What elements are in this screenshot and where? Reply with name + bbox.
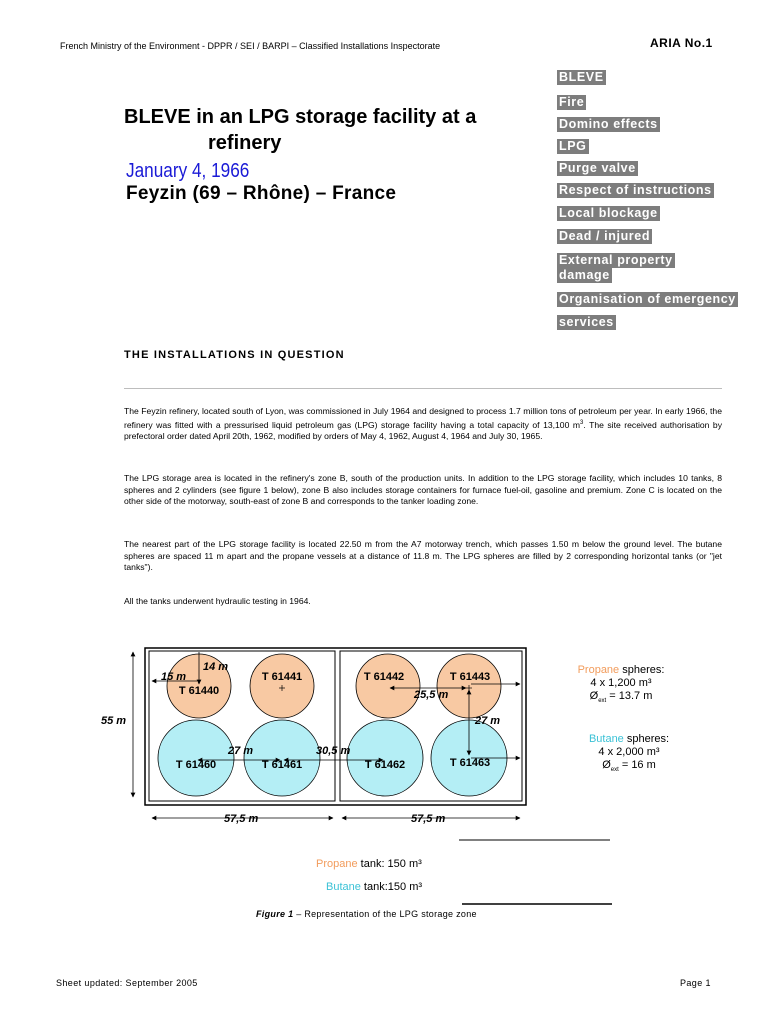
- legend-butane-suffix: spheres:: [623, 733, 670, 745]
- keyword-dead-injured: Dead / injured: [559, 229, 651, 243]
- label-width-left: 57,5 m: [224, 813, 259, 825]
- label-t61442: T 61442: [363, 671, 405, 683]
- keyword-lpg: LPG: [559, 139, 587, 153]
- keyword-purge-valve: Purge valve: [559, 161, 636, 175]
- label-t61462: T 61462: [364, 759, 406, 771]
- header-aria-number: ARIA No.1: [650, 36, 713, 50]
- legend-propane-tank-name: Propane: [316, 858, 358, 870]
- title-line-1: BLEVE in an LPG storage facility at a: [124, 106, 477, 128]
- label-t61463: T 61463: [449, 757, 491, 769]
- keyword-domino-effects: Domino effects: [559, 117, 658, 131]
- legend-butane-name: Butane: [588, 733, 624, 745]
- diameter-symbol: Ø: [602, 759, 611, 771]
- sphere-t61462: [347, 720, 423, 796]
- label-15m: 15 m: [161, 671, 187, 683]
- legend-propane-tank-capacity: tank: 150 m³: [357, 858, 422, 870]
- paragraph-4: All the tanks underwent hydraulic testing in 1964.: [124, 596, 311, 606]
- section-title: THE INSTALLATIONS IN QUESTION: [124, 349, 345, 361]
- label-t61441: T 61441: [261, 671, 303, 683]
- label-height-55m: 55 m: [101, 715, 127, 727]
- legend-propane: [556, 664, 686, 708]
- label-width-right: 57,5 m: [411, 813, 446, 825]
- keyword-bleve: BLEVE: [559, 70, 604, 84]
- label-27m-vertical: 27 m: [475, 715, 501, 727]
- keyword-respect-of-instructions: Respect of instructions: [559, 183, 712, 197]
- paragraph-1-sup: 3: [580, 419, 584, 426]
- title-line-2: refinery: [208, 132, 282, 154]
- keyword-local-blockage: Local blockage: [559, 206, 658, 220]
- keyword-damage: damage: [559, 268, 610, 282]
- figure-caption: [256, 909, 477, 919]
- sphere-t61442: [356, 654, 420, 718]
- paragraph-1-text-a: The Feyzin refinery, located south of Lyon, was commissioned in July 1964 and designed to process 1.7 million tons of petroleum per year. In early 1966, the refinery was fitted with a pressurised liquid petroleum gas (LPG) storage facility having a total capacity of 13,100 m: [124, 406, 722, 430]
- legend-butane-capacity: 4 x 2,000 m³: [598, 746, 660, 758]
- sphere-t61461: [244, 720, 320, 796]
- keyword-organisation-of-emergency: Organisation of emergency: [559, 292, 736, 306]
- figure-caption-label: Figure 1: [256, 909, 294, 919]
- paragraph-2: The LPG storage area is located in the refinery's zone B, south of the production units. In addition to the LPG storage facility, which includes 10 tanks, 8 spheres and 2 cylinders (see figure 1 below), zone B also includes storage containers for furnace fuel-oil, gasoline and premium. Zone C is located on the other side of the motorway, south-east of zone B and corresponds to the tanker loading zone.: [124, 473, 722, 507]
- event-date: January 4, 1966: [126, 160, 250, 182]
- paragraph-1-text-b: . The site received authorisation by prefectoral order dated April 20th, 1962, modified by orders of May 4, 1962, August 4, 1964 and July 30, 1965.: [124, 419, 723, 442]
- label-27m-horizontal: 27 m: [228, 745, 254, 757]
- legend-butane-tank-capacity: tank:150 m³: [360, 881, 423, 893]
- label-14m: 14 m: [203, 661, 229, 673]
- sphere-t61460: [158, 720, 234, 796]
- legend-propane-tank: [316, 858, 422, 870]
- legend-butane: [564, 733, 694, 777]
- legend-butane-tank: [326, 881, 422, 893]
- figure-caption-text: – Representation of the LPG storage zone: [293, 909, 477, 919]
- label-30m: 30,5 m: [316, 745, 351, 757]
- label-t61461: T 61461: [261, 759, 303, 771]
- label-25m: 25,5 m: [414, 689, 449, 701]
- keyword-fire: Fire: [559, 95, 585, 109]
- diameter-symbol: Ø: [589, 690, 599, 702]
- diameter-value: = 16 m: [618, 759, 656, 771]
- diameter-value: = 13.7 m: [606, 690, 653, 702]
- legend-butane-diameter: [564, 759, 694, 777]
- legend-propane-capacity: 4 x 1,200 m³: [590, 677, 652, 689]
- event-place: Feyzin (69 – Rhône) – France: [126, 183, 397, 204]
- legend-propane-diameter: [556, 690, 686, 708]
- label-t61440: T 61440: [178, 685, 220, 697]
- footer-page-number: Page 1: [680, 978, 711, 988]
- legend-butane-tank-name: Butane: [326, 881, 361, 893]
- diameter-sub: ext: [598, 698, 607, 705]
- legend-propane-suffix: spheres:: [619, 664, 665, 676]
- label-t61460: T 61460: [175, 759, 217, 771]
- legend-propane-name: Propane: [577, 664, 620, 676]
- footer-sheet-updated: Sheet updated: September 2005: [56, 978, 198, 988]
- label-t61443: T 61443: [449, 671, 491, 683]
- diameter-sub: ext: [610, 767, 619, 774]
- header-ministry: French Ministry of the Environment - DPPR / SEI / BARPI – Classified Installations Inspectorate: [60, 41, 441, 51]
- paragraph-3: The nearest part of the LPG storage facility is located 22.50 m from the A7 motorway trench, which passes 1.50 m below the ground level. The butane spheres are spaced 11 m apart and the propane vessels at a distance of 11.8 m. The LPG spheres are filled by 2 corresponding horizontal tanks (or "jet tanks").: [124, 539, 722, 573]
- keyword-external-property: External property: [559, 253, 673, 267]
- keyword-services: services: [559, 315, 614, 329]
